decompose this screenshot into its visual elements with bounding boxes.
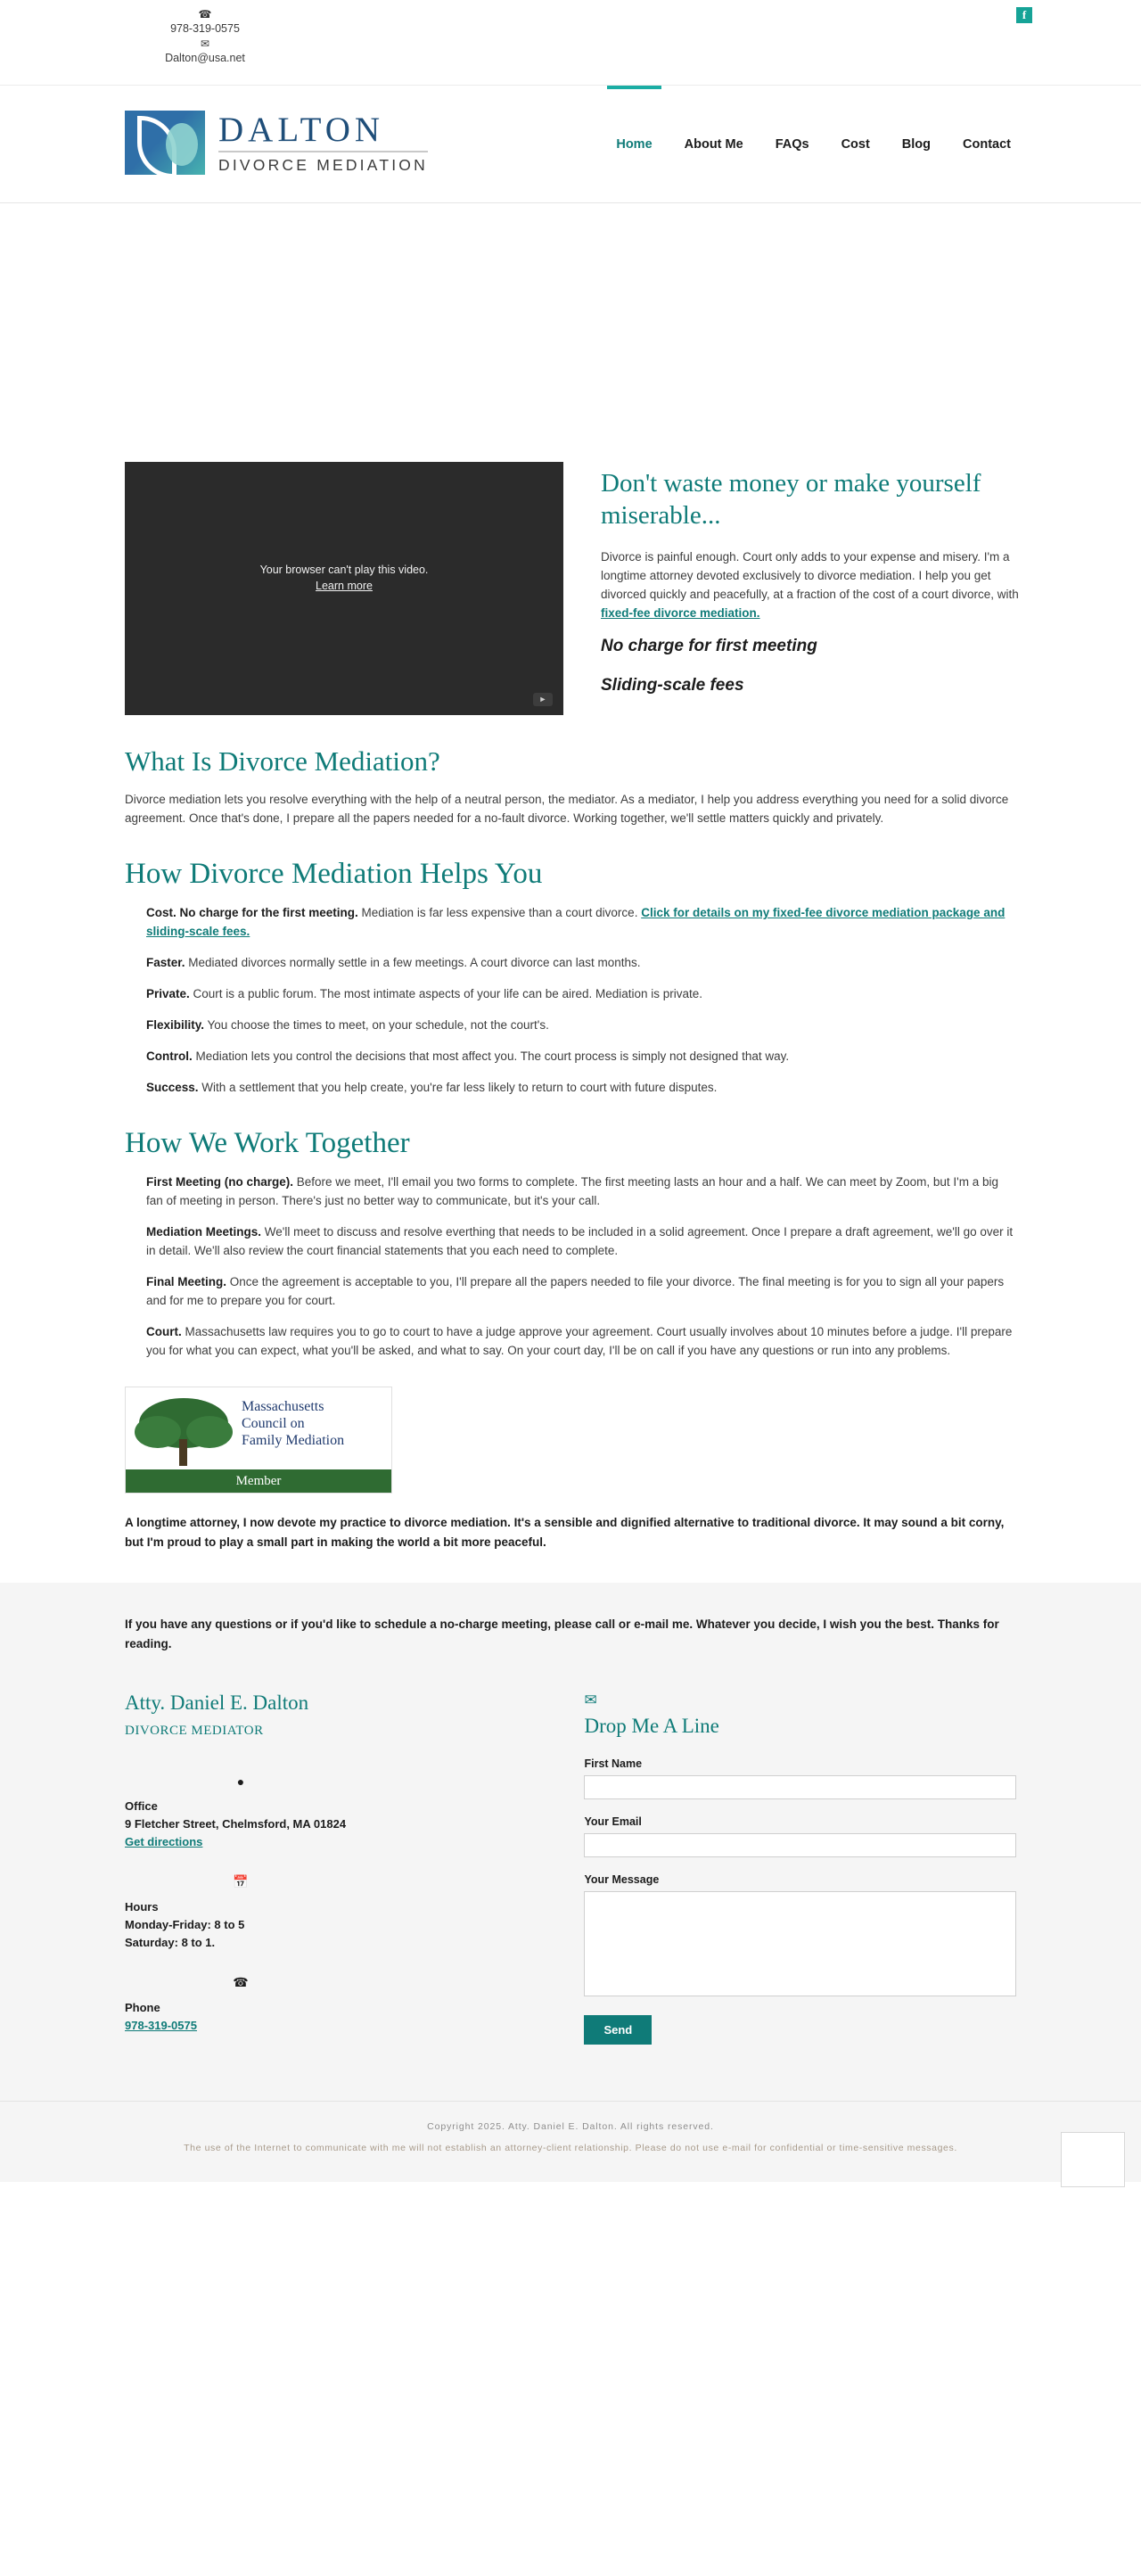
message-textarea[interactable]	[584, 1891, 1016, 1996]
bullet-text: Mediation lets you control the decisions that most affect you. The court process is simply not designed that way.	[192, 1049, 790, 1063]
hero-paragraph-text: Divorce is painful enough. Court only adds to your expense and misery. I'm a longtime attorney devoted exclusively to divorce mediation. I help you get divorced quickly and peacefully, at a fraction of the cost of a court divorce, with	[601, 550, 1019, 601]
copyright-text: Copyright 2025. Atty. Daniel E. Dalton. All rights reserved.	[427, 2121, 714, 2132]
bullet-bold: Cost. No charge for the first meeting.	[146, 906, 358, 919]
list-item	[125, 1047, 1016, 1066]
cta-text: If you have any questions or if you'd like to schedule a no-charge meeting, please call or e-mail me. Whatever you decide, I wish you the best. Thanks for reading.	[125, 1617, 999, 1650]
list-item	[125, 984, 1016, 1003]
contact-form-column	[584, 1691, 1016, 2058]
logo-subtitle: DIVORCE MEDIATION	[218, 151, 428, 175]
disclaimer-text: The use of the Internet to communicate with me will not establish an attorney-client relationship. Please do not use e-mail for confidential or time-sensitive messages.	[184, 2143, 957, 2153]
list-item	[125, 1078, 1016, 1097]
fixed-fee-link[interactable]: fixed-fee divorce mediation.	[601, 606, 760, 620]
bullet-bold: Mediation Meetings.	[146, 1225, 262, 1239]
helps-you-list	[125, 903, 1016, 1097]
closing-section	[89, 1513, 1052, 1552]
main-nav	[600, 86, 1027, 203]
bullet-bold: Private.	[146, 987, 190, 1000]
helps-you-heading: How Divorce Mediation Helps You	[125, 858, 543, 890]
bullet-bold: Success.	[146, 1081, 199, 1094]
bullet-bold: Court.	[146, 1325, 182, 1338]
footer-columns	[125, 1691, 1016, 2058]
hours-label: Hours	[125, 1900, 159, 1913]
bullet-text: Massachusetts law requires you to go to court to have a judge approve your agreement. Court usually involves about 10 minutes before a judge. I'll prepare you for what you can expect, what you'll be asked, and what to say. On your court day, I'll be on call if you have any questions or run into any problems.	[146, 1325, 1013, 1357]
office-address: 9 Fletcher Street, Chelmsford, MA 01824	[125, 1817, 347, 1831]
bullet-text: With a settlement that you help create, you're far less likely to return to court with future disputes.	[198, 1081, 718, 1094]
site-header	[0, 86, 1141, 203]
nav-item-faqs[interactable]: FAQs	[775, 137, 809, 152]
form-heading: Drop Me A Line	[584, 1715, 719, 1737]
mcfm-line-3: Family Mediation	[242, 1433, 345, 1448]
list-item	[125, 1173, 1016, 1210]
list-item	[125, 903, 1016, 941]
closing-paragraph: A longtime attorney, I now devote my practice to divorce mediation. It's a sensible and dignified alternative to traditional divorce. It may sound a bit corny, but I'm proud to play a small part in making the world a bit more peaceful.	[125, 1516, 1005, 1549]
video-error-message	[125, 562, 563, 594]
send-button[interactable]: Send	[584, 2015, 652, 2045]
hero-title: Don't waste money or make yourself miserable...	[601, 469, 981, 530]
hero-copy	[601, 462, 1038, 715]
hero-paragraph	[601, 547, 1038, 622]
footer-contact-column	[125, 1691, 530, 2058]
topbar-contact	[125, 7, 285, 66]
logo-title: DALTON	[218, 110, 385, 149]
mcfm-text	[242, 1398, 344, 1449]
youtube-icon[interactable]: ►	[533, 693, 553, 706]
list-item	[125, 1016, 1016, 1034]
phone-label: Phone	[125, 2001, 160, 2014]
facebook-icon[interactable]: f	[1016, 7, 1032, 23]
hours-weekday: Monday-Friday: 8 to 5	[125, 1918, 245, 1931]
phone-icon: ☎	[198, 8, 212, 21]
site-logo[interactable]	[125, 111, 428, 175]
topbar-email[interactable]: Dalton@usa.net	[165, 52, 245, 64]
bullet-bold: Control.	[146, 1049, 193, 1063]
hero-highlight-1: No charge for first meeting	[601, 637, 817, 655]
list-item	[125, 1222, 1016, 1260]
map-pin-icon: ●	[236, 1774, 245, 1789]
hero-section	[89, 203, 1052, 715]
message-label: Your Message	[584, 1873, 660, 1886]
hours-saturday: Saturday: 8 to 1.	[125, 1936, 216, 1949]
bullet-text: Mediation is far less expensive than a court divorce.	[357, 906, 642, 919]
list-item	[125, 1272, 1016, 1310]
legal-footer	[0, 2101, 1141, 2182]
nav-item-about-me[interactable]: About Me	[684, 137, 743, 152]
list-item	[125, 1322, 1016, 1360]
mcfm-member-band: Member	[126, 1469, 391, 1493]
bullet-text: We'll meet to discuss and resolve everthing that needs to be included in a solid agreement. Once I prepare a draft agreement, we'll go over it in detail. We'll also review the court financial statements that you each need to complete.	[146, 1225, 1014, 1257]
bullet-bold: Flexibility.	[146, 1018, 205, 1032]
helps-you-section	[89, 858, 1052, 1097]
office-label: Office	[125, 1799, 158, 1813]
office-block	[125, 1774, 530, 1851]
topbar-phone[interactable]: 978-319-0575	[170, 22, 240, 35]
fixed-fee-details-link[interactable]: Click for details on my fixed-fee divorce mediation package and sliding-scale fees.	[146, 906, 1006, 938]
what-is-body: Divorce mediation lets you resolve everything with the help of a neutral person, the mediator. As a mediator, I help you address everything you need for a solid divorce agreement. Once that's done, I prepare all the papers needed for a no-fault divorce. Working together, we'll settle matters quickly and privately.	[125, 793, 1009, 825]
attorney-name: Atty. Daniel E. Dalton	[125, 1691, 309, 1714]
bullet-bold: Faster.	[146, 956, 185, 969]
hero-highlight-2: Sliding-scale fees	[601, 676, 744, 695]
work-together-section	[89, 1127, 1052, 1360]
calendar-icon: 📅	[233, 1874, 249, 1889]
email-label: Your Email	[584, 1815, 642, 1828]
bullet-bold: First Meeting (no charge).	[146, 1175, 294, 1189]
credential-row	[89, 1387, 1052, 1494]
nav-item-cost[interactable]: Cost	[841, 137, 870, 152]
hero-video-player[interactable]	[125, 462, 563, 715]
footer-band	[0, 1583, 1141, 2182]
tree-icon	[131, 1393, 236, 1471]
work-together-list	[125, 1173, 1016, 1360]
video-error-text: Your browser can't play this video.	[259, 564, 429, 576]
bullet-text: Once the agreement is acceptable to you, I'll prepare all the papers needed to file your divorce. The final meeting is for you to sign all your papers and for me to prepare you for court.	[146, 1275, 1005, 1307]
first-name-input[interactable]	[584, 1775, 1016, 1799]
bullet-text: Mediated divorces normally settle in a few meetings. A court divorce can last months.	[185, 956, 641, 969]
list-item	[125, 953, 1016, 972]
hours-block	[125, 1874, 530, 1952]
mcfm-line-1: Massachusetts	[242, 1399, 324, 1414]
attorney-role: DIVORCE MEDIATOR	[125, 1724, 264, 1738]
top-contact-bar	[0, 0, 1141, 86]
first-name-label: First Name	[584, 1757, 643, 1770]
nav-item-blog[interactable]: Blog	[901, 137, 932, 152]
bullet-text: Court is a public forum. The most intimate aspects of your life can be aired. Mediation is private.	[189, 987, 703, 1000]
recaptcha-widget[interactable]	[1061, 2132, 1125, 2187]
footer-phone-link[interactable]: 978-319-0575	[125, 2019, 197, 2032]
phone-icon: ☎	[233, 1975, 249, 1989]
phone-block	[125, 1975, 530, 2035]
logo-mark-icon	[125, 111, 208, 175]
nav-item-home[interactable]: Home	[600, 86, 668, 203]
bullet-text: Before we meet, I'll email you two forms to complete. The first meeting lasts an hour and a half. We can meet by Zoom, but I'm a big fan of meeting in person. There's just no better way to communicate, but it's your call.	[146, 1175, 999, 1207]
mcfm-badge	[125, 1387, 392, 1494]
bullet-bold: Final Meeting.	[146, 1275, 227, 1288]
work-together-heading: How We Work Together	[125, 1127, 410, 1159]
video-learn-more-link[interactable]: Learn more	[316, 580, 373, 592]
get-directions-link[interactable]: Get directions	[125, 1835, 203, 1848]
mcfm-line-2: Council on	[242, 1416, 305, 1431]
nav-item-contact[interactable]: Contact	[963, 137, 1011, 152]
envelope-icon: ✉	[584, 1691, 597, 1708]
what-is-heading: What Is Divorce Mediation?	[125, 745, 440, 777]
bullet-text: You choose the times to meet, on your schedule, not the court's.	[204, 1018, 549, 1032]
email-input[interactable]	[584, 1833, 1016, 1857]
what-is-section	[89, 745, 1052, 827]
envelope-icon: ✉	[200, 37, 210, 50]
